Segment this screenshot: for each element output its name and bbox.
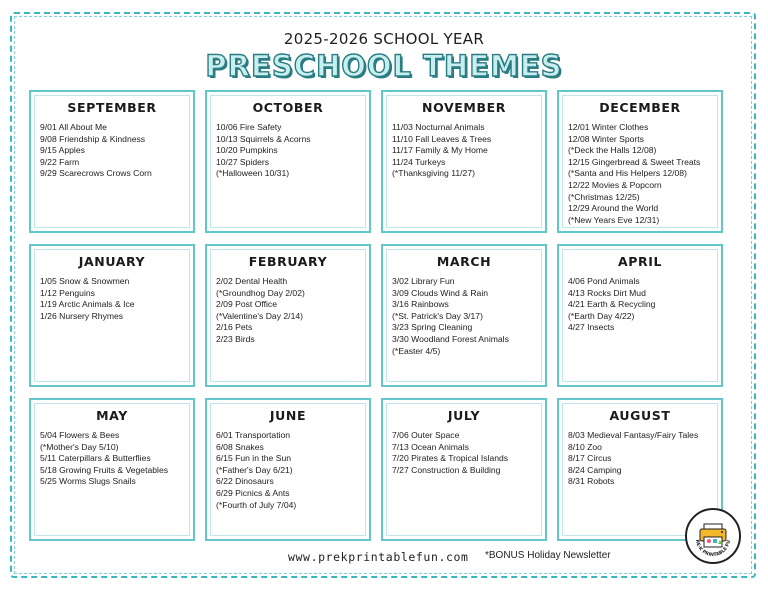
theme-item: 7/13 Ocean Animals xyxy=(392,441,469,452)
theme-item: 3/16 Rainbows xyxy=(392,299,449,310)
theme-list xyxy=(216,276,360,346)
prek-printable-fun-logo xyxy=(685,508,741,564)
theme-item: 4/06 Pond Animals xyxy=(568,276,640,286)
theme-item: (*Mother's Day 5/10) xyxy=(40,441,119,452)
theme-item: 6/15 Fun in the Sun xyxy=(216,453,292,464)
theme-item: 3/09 Clouds Wind & Rain xyxy=(392,287,489,298)
theme-item: 11/17 Family & My Home xyxy=(392,145,488,156)
theme-item: 12/29 Around the World xyxy=(568,203,659,214)
theme-item: 1/05 Snow & Snowmen xyxy=(40,276,130,286)
theme-item: 9/15 Apples xyxy=(40,145,85,156)
theme-item: 5/04 Flowers & Bees xyxy=(40,430,120,440)
theme-item: 7/06 Outer Space xyxy=(392,430,460,440)
theme-item: (*Earth Day 4/22) xyxy=(568,310,635,321)
month-card-may xyxy=(29,398,195,541)
month-heading: JULY xyxy=(447,408,481,423)
theme-item: 4/27 Insects xyxy=(568,322,615,333)
theme-list xyxy=(40,276,184,322)
theme-item: 8/17 Circus xyxy=(568,453,612,464)
theme-item: (*Fourth of July 7/04) xyxy=(216,499,297,510)
theme-item: 1/19 Arctic Animals & Ice xyxy=(40,299,135,310)
month-card-january xyxy=(29,244,195,387)
theme-item: 1/12 Penguins xyxy=(40,287,95,298)
month-card-december xyxy=(557,90,723,233)
theme-list xyxy=(216,122,360,180)
month-heading: APRIL xyxy=(617,254,663,269)
theme-item: 3/23 Spring Cleaning xyxy=(392,322,473,333)
theme-item: 6/29 Picnics & Ants xyxy=(216,487,290,498)
month-card-june xyxy=(205,398,371,541)
theme-item: 11/03 Nocturnal Animals xyxy=(392,122,485,132)
month-heading: SEPTEMBER xyxy=(67,100,157,115)
theme-list xyxy=(568,430,712,488)
theme-item: 4/21 Earth & Recycling xyxy=(568,299,656,310)
theme-item: 6/22 Dinosaurs xyxy=(216,476,274,487)
theme-item: 3/02 Library Fun xyxy=(392,276,455,286)
theme-item: 11/24 Turkeys xyxy=(392,156,446,167)
theme-list xyxy=(568,122,712,226)
theme-item: 9/01 All About Me xyxy=(40,122,107,132)
school-year-heading: 2025-2026 SCHOOL YEAR xyxy=(283,30,485,48)
theme-item: (*Father's Day 6/21) xyxy=(216,464,293,475)
theme-item: 10/06 Fire Safety xyxy=(216,122,282,132)
month-heading: MAY xyxy=(96,408,128,423)
theme-list xyxy=(216,430,360,511)
theme-item: (*Santa and His Helpers 12/08) xyxy=(568,168,687,179)
theme-list xyxy=(40,430,184,488)
theme-item: 8/10 Zoo xyxy=(568,441,602,452)
theme-item: 5/11 Caterpillars & Butterflies xyxy=(40,453,151,464)
theme-item: (*Halloween 10/31) xyxy=(216,168,290,179)
theme-item: 7/20 Pirates & Tropical Islands xyxy=(392,453,509,464)
theme-item: 10/27 Spiders xyxy=(216,156,270,167)
theme-item: 11/10 Fall Leaves & Trees xyxy=(392,133,492,144)
theme-item: 9/22 Farm xyxy=(40,156,80,167)
theme-item: 4/13 Rocks Dirt Mud xyxy=(568,287,646,298)
theme-item: 10/20 Pumpkins xyxy=(216,145,278,156)
theme-item: 6/01 Transportation xyxy=(216,430,291,440)
theme-list xyxy=(392,122,536,180)
month-card-april xyxy=(557,244,723,387)
theme-item: 7/27 Construction & Building xyxy=(392,464,501,475)
theme-item: 8/24 Camping xyxy=(568,464,622,475)
month-heading: JUNE xyxy=(269,408,307,423)
theme-item: (*Groundhog Day 2/02) xyxy=(216,287,305,298)
month-card-november xyxy=(381,90,547,233)
month-heading: NOVEMBER xyxy=(422,100,506,115)
printer-logo-icon xyxy=(687,510,739,562)
theme-item: 12/08 Winter Sports xyxy=(568,133,644,144)
theme-item: 6/08 Snakes xyxy=(216,441,264,452)
month-card-february xyxy=(205,244,371,387)
bonus-note: *BONUS Holiday Newsletter xyxy=(485,550,611,561)
month-heading: FEBRUARY xyxy=(248,254,328,269)
theme-list xyxy=(40,122,184,180)
theme-item: 9/08 Friendship & Kindness xyxy=(40,133,146,144)
theme-item: (*Valentine's Day 2/14) xyxy=(216,310,303,321)
themes-grid xyxy=(29,90,725,541)
theme-item: (*New Years Eve 12/31) xyxy=(568,214,660,225)
theme-item: 5/18 Growing Fruits & Vegetables xyxy=(40,464,169,475)
website-url: www.prekprintablefun.com xyxy=(288,550,469,564)
theme-item: (*St. Patrick's Day 3/17) xyxy=(392,310,483,321)
theme-item: 8/31 Robots xyxy=(568,476,615,487)
theme-item: 2/16 Pets xyxy=(216,322,253,333)
month-heading: AUGUST xyxy=(609,408,671,423)
theme-item: 2/09 Post Office xyxy=(216,299,277,310)
theme-item: 10/13 Squirrels & Acorns xyxy=(216,133,311,144)
month-card-september xyxy=(29,90,195,233)
theme-item: 12/22 Movies & Popcorn xyxy=(568,179,662,190)
theme-item: 2/23 Birds xyxy=(216,333,255,344)
month-card-july xyxy=(381,398,547,541)
month-heading: MARCH xyxy=(436,254,492,269)
theme-item: 9/29 Scarecrows Crows Corn xyxy=(40,168,152,179)
month-card-october xyxy=(205,90,371,233)
theme-list xyxy=(392,276,536,357)
theme-item: (*Christmas 12/25) xyxy=(568,191,640,202)
theme-item: 12/15 Gingerbread & Sweet Treats xyxy=(568,156,701,167)
theme-item: 8/03 Medieval Fantasy/Fairy Tales xyxy=(568,430,699,440)
theme-list xyxy=(568,276,712,334)
month-heading: JANUARY xyxy=(78,254,146,269)
theme-item: 1/26 Nursery Rhymes xyxy=(40,310,124,321)
theme-item: (*Thanksgiving 11/27) xyxy=(392,168,475,179)
logo-text: RE-K PRINTABLE FU xyxy=(693,539,733,559)
theme-list xyxy=(392,430,536,476)
theme-item: (*Easter 4/5) xyxy=(392,345,441,356)
month-heading: DECEMBER xyxy=(599,100,681,115)
theme-item: (*Deck the Halls 12/08) xyxy=(568,145,657,156)
theme-item: 5/25 Worms Slugs Snails xyxy=(40,476,136,487)
month-heading: OCTOBER xyxy=(252,100,324,115)
page-title: PRESCHOOL THEMES xyxy=(205,49,563,83)
theme-item: 12/01 Winter Clothes xyxy=(568,122,649,132)
theme-item: 2/02 Dental Health xyxy=(216,276,288,286)
theme-item: 3/30 Woodland Forest Animals xyxy=(392,333,509,344)
month-card-march xyxy=(381,244,547,387)
